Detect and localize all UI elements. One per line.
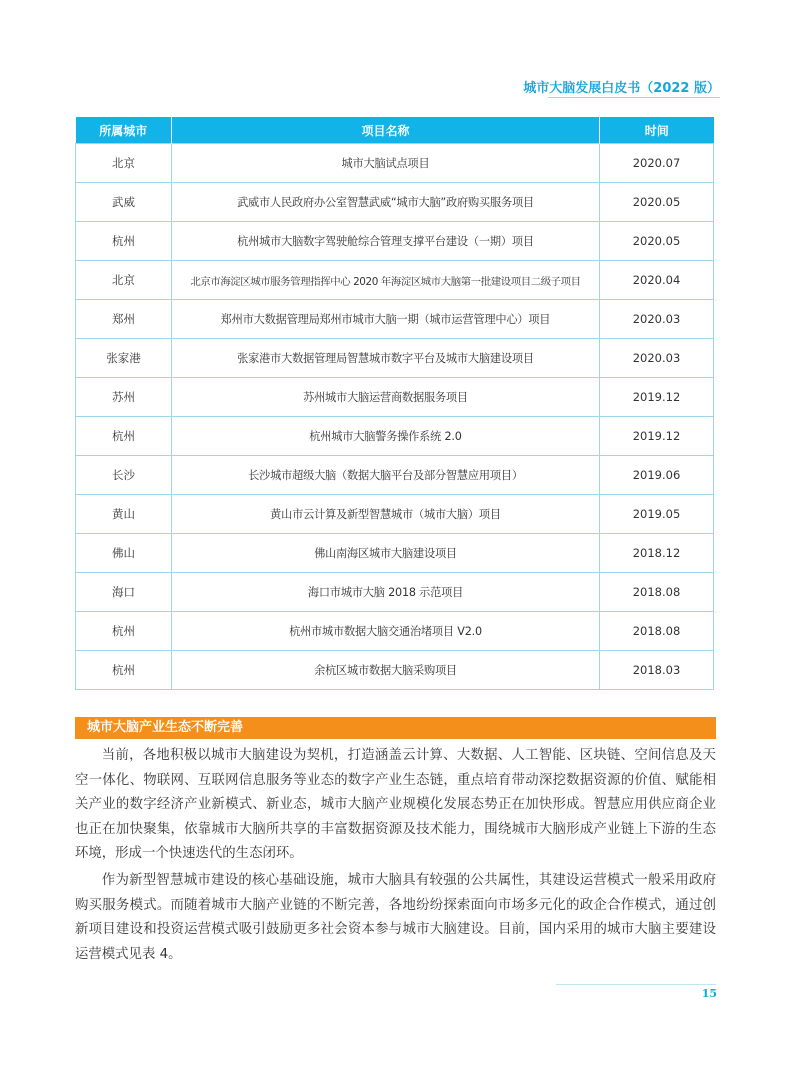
table-row [76, 534, 714, 573]
cell-project-name: 海口市城市大脑 2018 示范项目 [172, 573, 600, 612]
cell-city: 杭州 [76, 222, 172, 261]
cell-time: 2020.03 [600, 300, 714, 339]
table-row [76, 144, 714, 183]
table-row [76, 456, 714, 495]
cell-city: 长沙 [76, 456, 172, 495]
cell-city: 杭州 [76, 651, 172, 690]
cell-time: 2020.03 [600, 339, 714, 378]
cell-project-name: 杭州城市大脑数字驾驶舱综合管理支撑平台建设（一期）项目 [172, 222, 600, 261]
column-header-project-name: 项目名称 [172, 117, 600, 144]
table-row [76, 417, 714, 456]
table-row [76, 339, 714, 378]
cell-city: 海口 [76, 573, 172, 612]
table-row [76, 300, 714, 339]
cell-city: 佛山 [76, 534, 172, 573]
cell-project-name: 武威市人民政府办公室智慧武威“城市大脑”政府购买服务项目 [172, 183, 600, 222]
cell-time: 2019.12 [600, 417, 714, 456]
cell-time: 2019.05 [600, 495, 714, 534]
cell-project-name: 杭州城市大脑警务操作系统 2.0 [172, 417, 600, 456]
table-header-row [76, 117, 714, 144]
cell-time: 2018.03 [600, 651, 714, 690]
cell-city: 杭州 [76, 417, 172, 456]
cell-project-name: 张家港市大数据管理局智慧城市数字平台及城市大脑建设项目 [172, 339, 600, 378]
cell-project-name: 杭州市城市数据大脑交通治堵项目 V2.0 [172, 612, 600, 651]
cell-city: 北京 [76, 144, 172, 183]
cell-city: 武威 [76, 183, 172, 222]
table-row [76, 612, 714, 651]
cell-project-name: 长沙城市超级大脑（数据大脑平台及部分智慧应用项目） [172, 456, 600, 495]
cell-city: 郑州 [76, 300, 172, 339]
cell-city: 张家港 [76, 339, 172, 378]
cell-project-name: 余杭区城市数据大脑采购项目 [172, 651, 600, 690]
cell-time: 2018.12 [600, 534, 714, 573]
table-row [76, 378, 714, 417]
header-title: 城市大脑发展白皮书（2022 版） [523, 81, 720, 96]
table-row [76, 573, 714, 612]
body-paragraph: 作为新型智慧城市建设的核心基础设施，城市大脑具有较强的公共属性，其建设运营模式一般采用政府购买服务模式。而随着城市大脑产业链的不断完善，各地纷纷探索面向市场多元化的政企合作模式，通过创新项目建设和投资运营模式吸引鼓励更多社会资本参与城市大脑建设。目前，国内采用的城市大脑主要建设运营模式见表 4。 [75, 873, 716, 962]
cell-time: 2020.05 [600, 222, 714, 261]
table-row [76, 651, 714, 690]
cell-project-name: 城市大脑试点项目 [172, 144, 600, 183]
table-row [76, 183, 714, 222]
column-header-time: 时间 [600, 117, 714, 144]
cell-time: 2018.08 [600, 573, 714, 612]
cell-time: 2020.07 [600, 144, 714, 183]
cell-time: 2018.08 [600, 612, 714, 651]
cell-time: 2019.12 [600, 378, 714, 417]
table-row [76, 222, 714, 261]
projects-table [75, 117, 714, 690]
table-row [76, 261, 714, 300]
column-header-city: 所属城市 [76, 117, 172, 144]
cell-city: 北京 [76, 261, 172, 300]
section-heading: 城市大脑产业生态不断完善 [75, 717, 716, 739]
cell-city: 黄山 [76, 495, 172, 534]
cell-project-name: 黄山市云计算及新型智慧城市（城市大脑）项目 [172, 495, 600, 534]
footer-rule [556, 984, 716, 985]
cell-time: 2020.04 [600, 261, 714, 300]
cell-time: 2020.05 [600, 183, 714, 222]
cell-project-name: 北京市海淀区城市服务管理指挥中心 2020 年海淀区城市大脑第一批建设项目二级子项目 [172, 261, 600, 300]
header-rule [548, 97, 720, 98]
body-paragraph: 当前，各地积极以城市大脑建设为契机，打造涵盖云计算、大数据、人工智能、区块链、空间信息及天空一体化、物联网、互联网信息服务等业态的数字产业生态链，重点培育带动深挖数据资源的价值、赋能相关产业的数字经济产业新模式、新业态，城市大脑产业规模化发展态势正在加快形成。智慧应用供应商企业也正在加快聚集，依靠城市大脑所共享的丰富数据资源及技术能力，围绕城市大脑形成产业链上下游的生态环境，形成一个快速迭代的生态闭环。 [75, 748, 716, 862]
cell-city: 苏州 [76, 378, 172, 417]
table-row [76, 495, 714, 534]
cell-city: 杭州 [76, 612, 172, 651]
cell-project-name: 苏州城市大脑运营商数据服务项目 [172, 378, 600, 417]
cell-project-name: 佛山南海区城市大脑建设项目 [172, 534, 600, 573]
cell-time: 2019.06 [600, 456, 714, 495]
page-number: 15 [701, 987, 717, 1000]
cell-project-name: 郑州市大数据管理局郑州市城市大脑一期（城市运营管理中心）项目 [172, 300, 600, 339]
